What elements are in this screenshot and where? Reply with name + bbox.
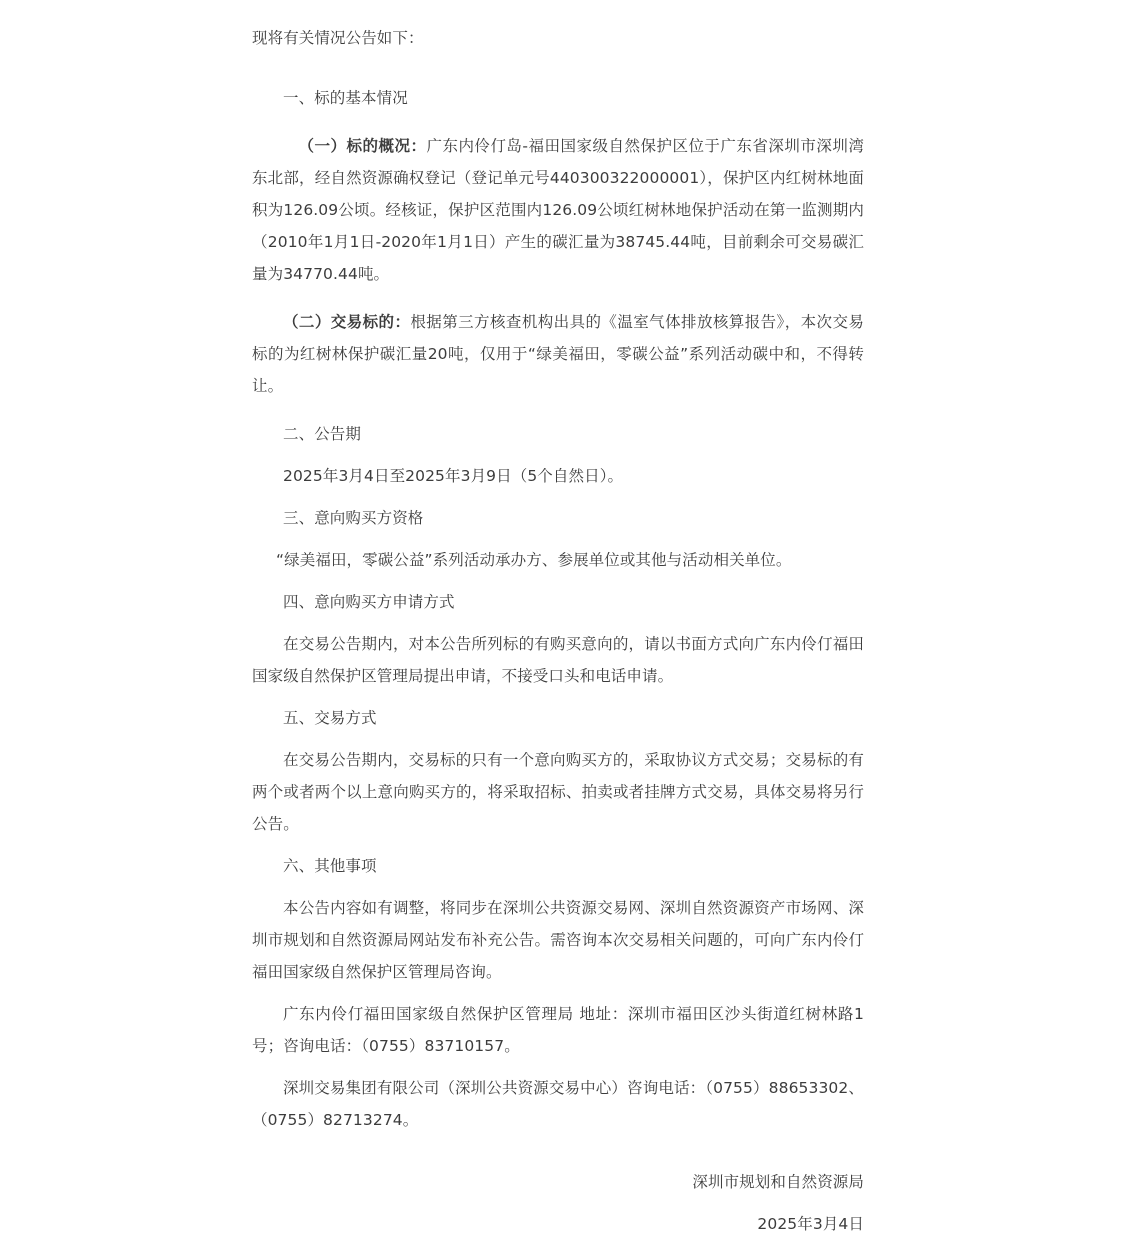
section-body-3: “绿美福田，零碳公益”系列活动承办方、参展单位或其他与活动相关单位。 [276,551,792,569]
signature-date: 2025年3月4日 [757,1215,864,1233]
subsection-1-2-text: 根据第三方核查机构出具的《温室气体排放核算报告》，本次交易标的为红树林保护碳汇量20吨，仅用于“绿美福田，零碳公益”系列活动碳中和，不得转让。 [252,313,864,395]
section-body-5: 在交易公告期内，交易标的只有一个意向购买方的，采取协议方式交易；交易标的有两个或者两个以上意向购买方的，将采取招标、拍卖或者挂牌方式交易，具体交易将另行公告。 [252,751,864,833]
subsection-1-2 [252,306,864,402]
section-heading-1: 一、标的基本情况 [283,89,408,107]
section-body-2: 2025年3月4日至2025年3月9日（5个自然日）。 [283,467,624,485]
contact-exchange-group: 深圳交易集团有限公司（深圳公共资源交易中心）咨询电话：（0755）88653302、（0755）82713274。 [252,1079,864,1129]
section-heading-5: 五、交易方式 [283,709,377,727]
section-body-6: 本公告内容如有调整，将同步在深圳公共资源交易网、深圳自然资源资产市场网、深圳市规划和自然资源局网站发布补充公告。需咨询本次交易相关问题的，可向广东内伶仃福田国家级自然保护区管理局咨询。 [252,899,864,981]
subsection-1-1-label: （一）标的概况： [298,137,427,155]
section-body-4: 在交易公告期内，对本公告所列标的有购买意向的，请以书面方式向广东内伶仃福田国家级自然保护区管理局提出申请，不接受口头和电话申请。 [252,635,864,685]
section-heading-2: 二、公告期 [283,425,362,443]
signature-issuer: 深圳市规划和自然资源局 [692,1173,864,1191]
section-heading-4: 四、意向购买方申请方式 [283,593,455,611]
lead-paragraph: 现将有关情况公告如下： [252,29,424,47]
section-heading-3: 三、意向购买方资格 [283,509,424,527]
section-heading-6: 六、其他事项 [283,857,377,875]
subsection-1-1 [252,130,864,290]
announcement-body [252,22,864,1240]
subsection-1-1-text: 广东内伶仃岛-福田国家级自然保护区位于广东省深圳市深圳湾东北部，经自然资源确权登记（登记单元号440300322000001），保护区内红树林地面积为126.09公顷。经核证，保护区范围内126.09公顷红树林地保护活动在第一监测期内（2010年1月1日-2020年1月1日）产生的碳汇量为38745.44吨，目前剩余可交易碳汇量为34770.44吨。 [252,137,864,283]
contact-reserve-bureau: 广东内伶仃福田国家级自然保护区管理局 地址：深圳市福田区沙头街道红树林路1号；咨询电话：（0755）83710157。 [252,1005,864,1055]
subsection-1-2-label: （二）交易标的： [283,313,411,331]
